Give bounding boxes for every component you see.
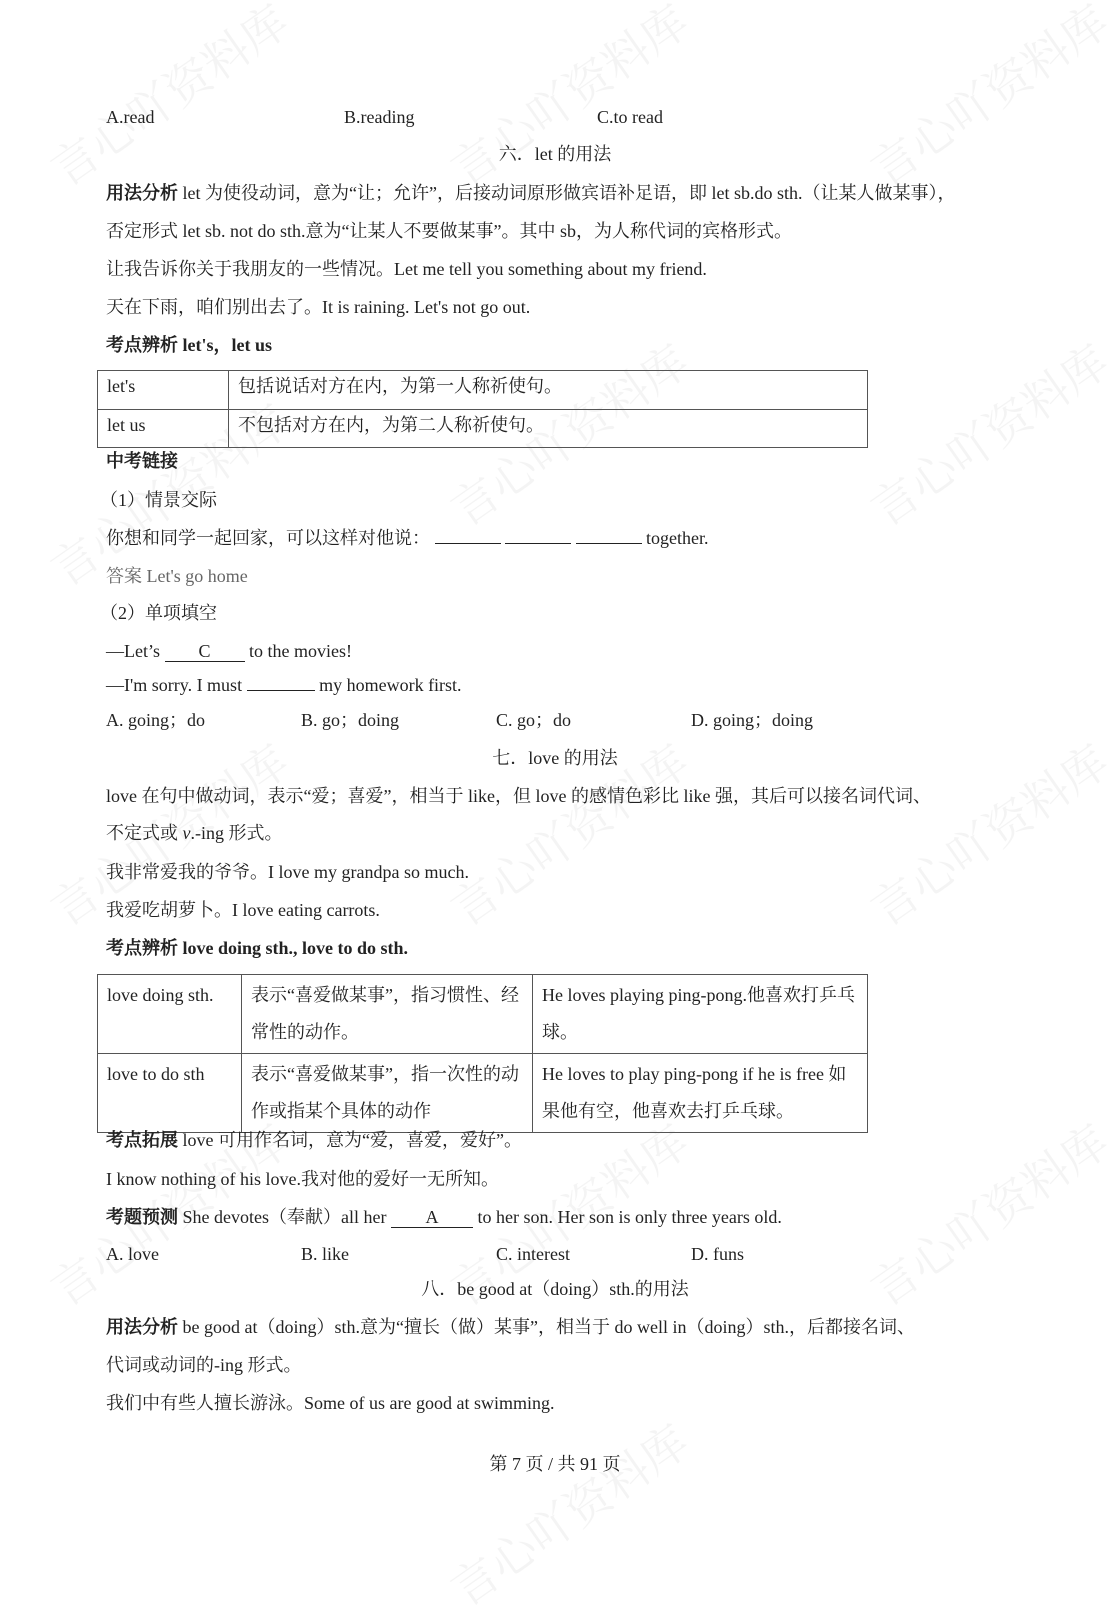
table-cell: love doing sth. xyxy=(98,975,242,1054)
usage-text-line2: 代词或动词的-ing 形式。 xyxy=(106,1355,302,1375)
question-text xyxy=(106,526,708,550)
choice-c: C. go；do xyxy=(496,710,572,730)
love-table xyxy=(97,974,868,1133)
prediction-label: 考题预测 xyxy=(106,1207,178,1227)
table-cell: 表示“喜爱做某事”，指一次性的动作或指某个具体的动作 xyxy=(242,1054,533,1133)
page-footer: 第 7 页 / 共 91 页 xyxy=(489,1454,621,1474)
option-c: C.to read xyxy=(597,107,663,127)
table-cell: let's xyxy=(98,371,229,410)
choice-d: D. going；doing xyxy=(691,710,814,730)
lets-table xyxy=(97,370,868,448)
dialog-text: —I'm sorry. I must xyxy=(106,675,247,695)
extension-paragraph xyxy=(106,1128,522,1152)
table-row xyxy=(98,371,868,410)
table-cell: 表示“喜爱做某事”，指习惯性、经常性的动作。 xyxy=(242,975,533,1054)
choice-a: A. going；do xyxy=(106,710,205,730)
answer-blank: C xyxy=(165,641,245,662)
section-heading: 六．let 的用法 xyxy=(498,144,612,164)
watermark xyxy=(436,1407,700,1619)
table-cell: 包括说话对方在内，为第一人称祈使句。 xyxy=(229,371,868,410)
dialog-text: my homework first. xyxy=(314,675,462,695)
question-end: together. xyxy=(646,528,709,548)
table-row xyxy=(98,975,868,1054)
text-italic: v xyxy=(182,823,191,843)
example-sentence: 我非常爱我的爷爷。I love my grandpa so much. xyxy=(106,862,469,882)
compare-label: 考点辨析 love doing sth., love to do sth. xyxy=(106,938,409,958)
answer-blank[interactable] xyxy=(247,690,315,691)
text: 不定式或 xyxy=(106,823,183,843)
compare-label: 考点辨析 let's，let us xyxy=(106,335,272,355)
answer-blank[interactable] xyxy=(576,543,642,544)
watermark xyxy=(36,0,300,199)
table-cell: He loves playing ping-pong.他喜欢打乒乓球。 xyxy=(533,975,868,1054)
question-title: （1）情景交际 xyxy=(100,490,217,510)
paragraph xyxy=(106,821,283,845)
example-sentence: I know nothing of his love.我对他的爱好一无所知。 xyxy=(106,1169,499,1189)
example-sentence: 天在下雨，咱们别出去了。It is raining. Let's not go out. xyxy=(106,297,531,317)
dialog-line xyxy=(106,673,462,697)
text: .-ing 形式。 xyxy=(190,823,283,843)
section-heading: 七．love 的用法 xyxy=(492,748,618,768)
dialog-line xyxy=(106,639,352,663)
answer-blank: A xyxy=(391,1207,473,1228)
table-row xyxy=(98,409,868,448)
dialog-text: to the movies! xyxy=(244,641,352,661)
usage-label: 用法分析 xyxy=(106,1317,178,1337)
watermark xyxy=(436,0,700,199)
table-cell: He loves to play ping-pong if he is free 如果他有空，他喜欢去打乒乓球。 xyxy=(533,1054,868,1133)
watermark xyxy=(856,327,1110,539)
usage-text: let 为使役动词，意为“让；允许”，后接动词原形做宾语补足语，即 let sb.do sth.（让某人做某事）， xyxy=(178,183,956,203)
section-heading: 八．be good at（doing）sth.的用法 xyxy=(421,1279,689,1299)
answer-blank[interactable] xyxy=(435,543,501,544)
link-label: 中考链接 xyxy=(106,451,178,471)
option-b: B.reading xyxy=(344,107,415,127)
choice-b: B. like xyxy=(301,1244,349,1264)
choice-a: A. love xyxy=(106,1244,159,1264)
prediction-question xyxy=(106,1205,782,1229)
usage-label: 用法分析 xyxy=(106,183,178,203)
usage-paragraph xyxy=(106,181,955,205)
choice-b: B. go；doing xyxy=(301,710,400,730)
answer-text: 答案 Let's go home xyxy=(106,566,248,586)
example-sentence: 我爱吃胡萝卜。I love eating carrots. xyxy=(106,900,380,920)
usage-text: be good at（doing）sth.意为“擅长（做）某事”，相当于 do well in（doing）sth.，后都接名词、 xyxy=(178,1317,915,1337)
paragraph: love 在句中做动词，表示“爱；喜爱”，相当于 like，但 love 的感情色彩比 like 强，其后可以接名词代词、 xyxy=(106,786,931,806)
choice-c: C. interest xyxy=(496,1244,570,1264)
extension-label: 考点拓展 xyxy=(106,1130,178,1150)
text: love 可用作名词，意为“爱，喜爱，爱好”。 xyxy=(178,1130,522,1150)
option-a: A.read xyxy=(106,107,155,127)
example-sentence: 让我告诉你关于我朋友的一些情况。Let me tell you something about my friend. xyxy=(106,259,707,279)
dialog-text: —Let’s xyxy=(106,641,165,661)
example-sentence: 我们中有些人擅长游泳。Some of us are good at swimming. xyxy=(106,1393,555,1413)
table-cell: 不包括对方在内，为第二人称祈使句。 xyxy=(229,409,868,448)
question-prompt: 你想和同学一起回家，可以这样对他说： xyxy=(106,528,430,548)
usage-text-line2: 否定形式 let sb. not do sth.意为“让某人不要做某事”。其中 sb，为人称代词的宾格形式。 xyxy=(106,221,792,241)
watermark xyxy=(856,0,1110,199)
usage-paragraph xyxy=(106,1315,915,1339)
text: She devotes（奉献）all her xyxy=(178,1207,391,1227)
answer-blank[interactable] xyxy=(505,543,571,544)
question-title: （2）单项填空 xyxy=(100,603,217,623)
table-cell: love to do sth xyxy=(98,1054,242,1133)
table-cell: let us xyxy=(98,409,229,448)
text: to her son. Her son is only three years old. xyxy=(472,1207,782,1227)
choice-d: D. funs xyxy=(691,1244,744,1264)
table-row xyxy=(98,1054,868,1133)
